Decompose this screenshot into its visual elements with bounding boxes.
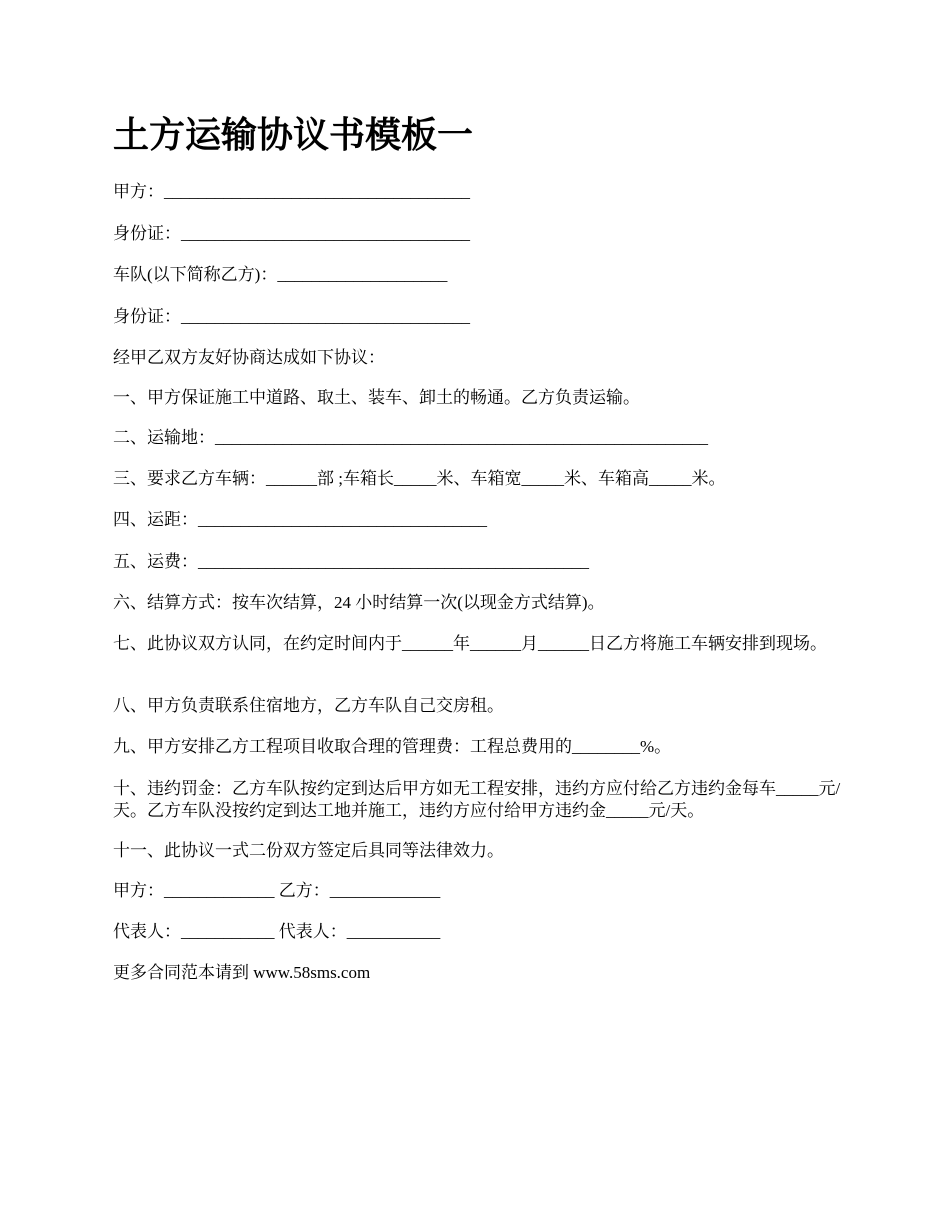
document-title: 土方运输协议书模板一 [113, 115, 474, 156]
party-b-id-line: 身份证：__________________________________ [113, 307, 470, 326]
clause-5: 五、运费：______________________________________________ [113, 552, 589, 571]
party-a-line: 甲方：____________________________________ [113, 182, 470, 201]
agreement-intro: 经甲乙双方友好协商达成如下协议： [113, 348, 385, 367]
clause-2: 二、运输地：__________________________________________________________ [113, 428, 708, 447]
signature-parties-line: 甲方：_____________ 乙方：_____________ [113, 881, 441, 900]
party-a-id-line: 身份证：__________________________________ [113, 224, 470, 243]
party-b-fleet-line: 车队(以下简称乙方)：____________________ [113, 265, 448, 284]
clause-10: 十、违约罚金：乙方车队按约定到达后甲方如无工程安排，违约方应付给乙方违约金每车_____元/天。乙方车队没按约定到达工地并施工，违约方应付给甲方违约金_____元/天。 [113, 779, 841, 820]
clause-1: 一、甲方保证施工中道路、取土、装车、卸土的畅通。乙方负责运输。 [113, 388, 640, 407]
clause-9: 九、甲方安排乙方工程项目收取合理的管理费：工程总费用的________%。 [113, 737, 672, 756]
clause-6: 六、结算方式：按车次结算，24 小时结算一次(以现金方式结算)。 [113, 593, 605, 612]
clause-3: 三、要求乙方车辆：______部 ;车箱长_____米、车箱宽_____米、车箱高_____米。 [113, 469, 726, 488]
clause-7: 七、此协议双方认同，在约定时间内于______年______月______日乙方将施工车辆安排到现场。 [113, 634, 827, 653]
clause-4: 四、运距：__________________________________ [113, 510, 487, 529]
signature-representatives-line: 代表人：___________ 代表人：___________ [113, 922, 441, 941]
clause-8: 八、甲方负责联系住宿地方，乙方车队自己交房租。 [113, 696, 504, 715]
footer-website-line: 更多合同范本请到 www.58sms.com [113, 963, 371, 982]
clause-11: 十一、此协议一式二份双方签定后具同等法律效力。 [113, 841, 504, 860]
